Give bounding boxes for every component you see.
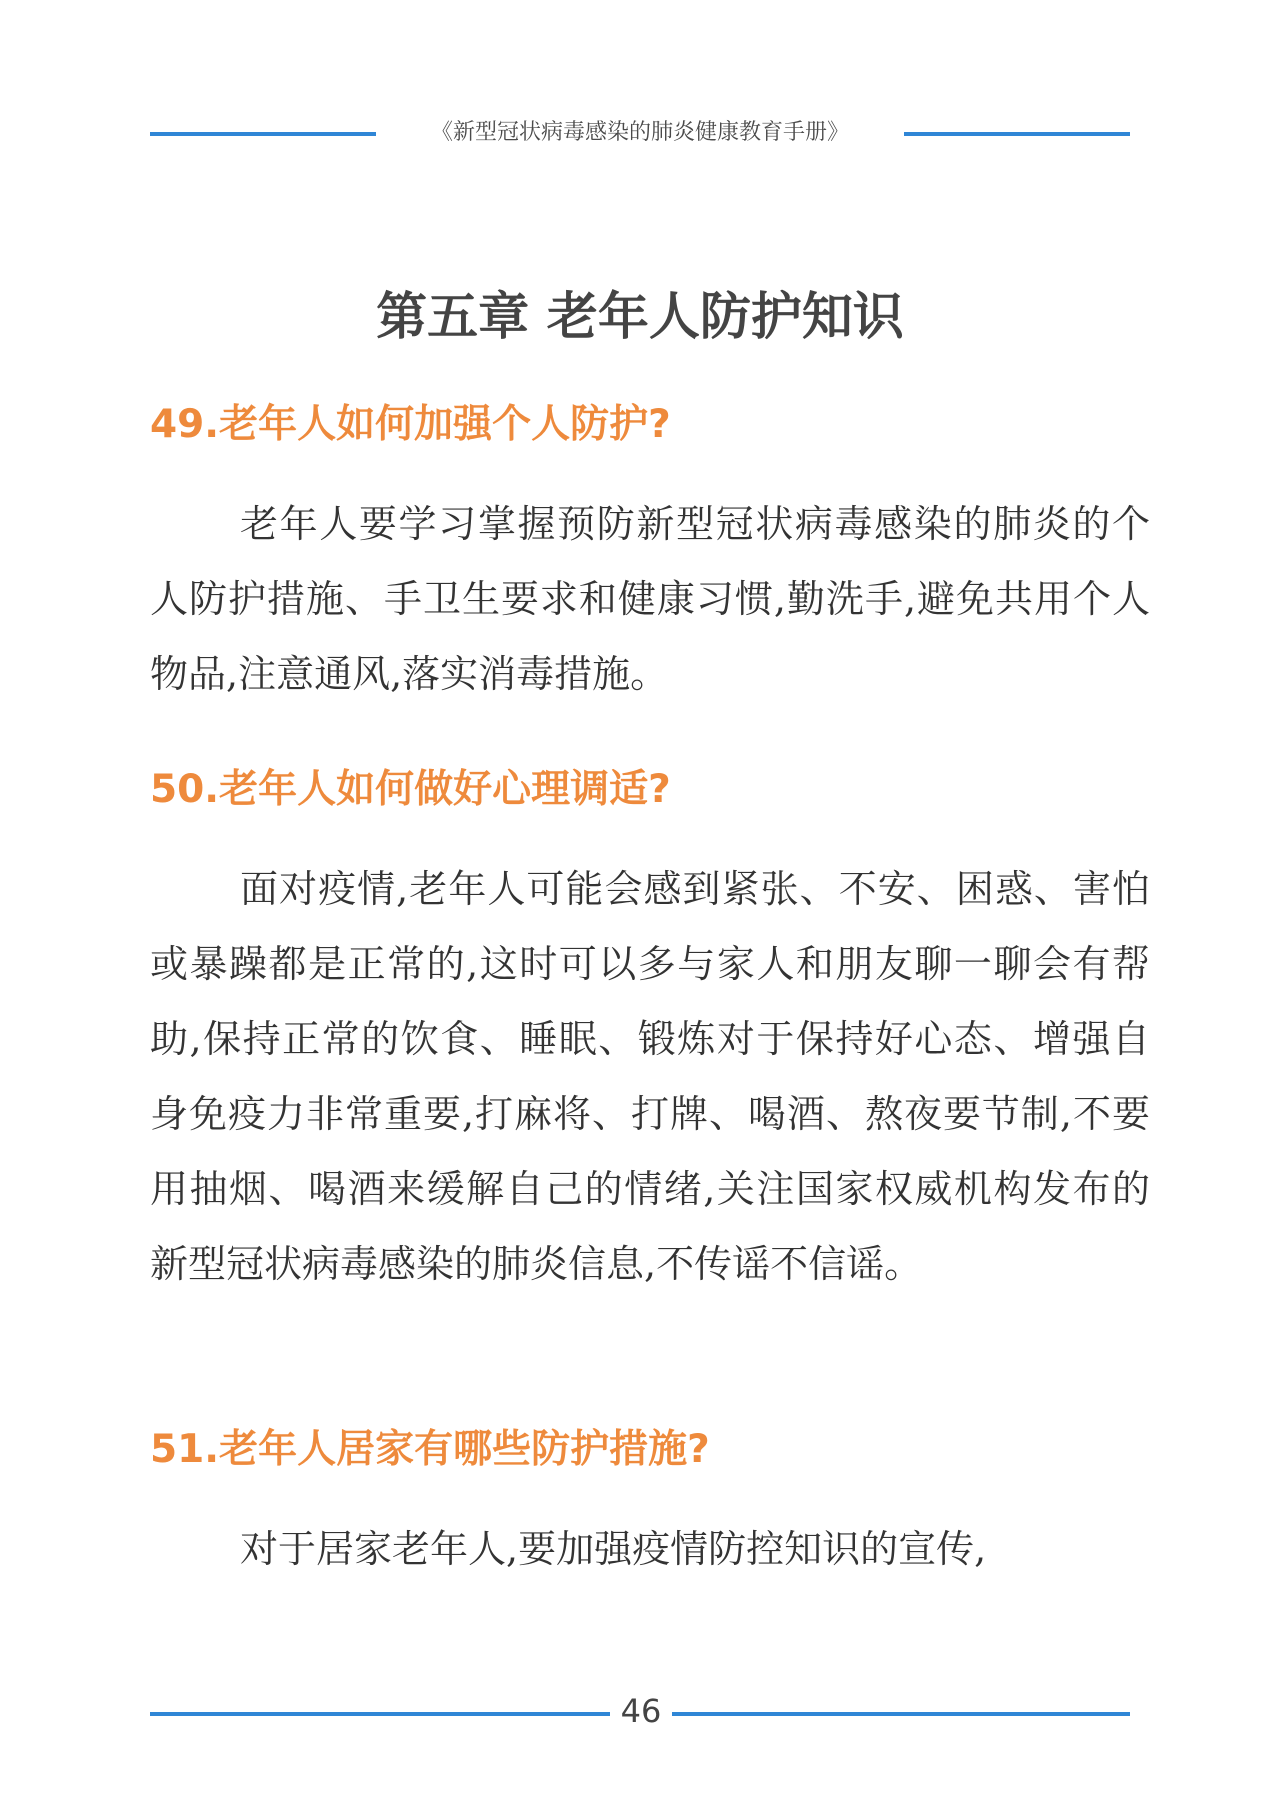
question-51-heading: 51.老年人居家有哪些防护措施?: [150, 1427, 710, 1472]
header-rule-right: [904, 132, 1130, 136]
footer-rule-left: [150, 1712, 610, 1716]
question-50-heading: 50.老年人如何做好心理调适?: [150, 767, 671, 812]
page-footer: [150, 1688, 1130, 1738]
footer-rule-right: [672, 1712, 1130, 1716]
header-rule-left: [150, 132, 376, 136]
answer-51-paragraph: 对于居家老年人,要加强疫情防控知识的宣传,: [240, 1527, 987, 1571]
question-49-heading: 49.老年人如何加强个人防护?: [150, 402, 671, 447]
answer-50-paragraph: 面对疫情,老年人可能会感到紧张、不安、困惑、害怕或暴躁都是正常的,这时可以多与家人和朋友聊一聊会有帮助,保持正常的饮食、睡眠、锻炼对于保持好心态、增强自身免疫力非常重要,打麻将、打牌、喝酒、熬夜要节制,不要用抽烟、喝酒来缓解自己的情绪,关注国家权威机构发布的新型冠状病毒感染的肺炎信息,不传谣不信谣。: [150, 867, 1150, 1286]
page-number: 46: [620, 1692, 662, 1730]
book-title: 《新型冠状病毒感染的肺炎健康教育手册》: [430, 120, 849, 145]
chapter-title: 第五章 老年人防护知识: [376, 288, 904, 347]
answer-49-paragraph: 老年人要学习掌握预防新型冠状病毒感染的肺炎的个人防护措施、手卫生要求和健康习惯,勤洗手,避免共用个人物品,注意通风,落实消毒措施。: [150, 502, 1150, 696]
page-header: [150, 113, 1130, 153]
